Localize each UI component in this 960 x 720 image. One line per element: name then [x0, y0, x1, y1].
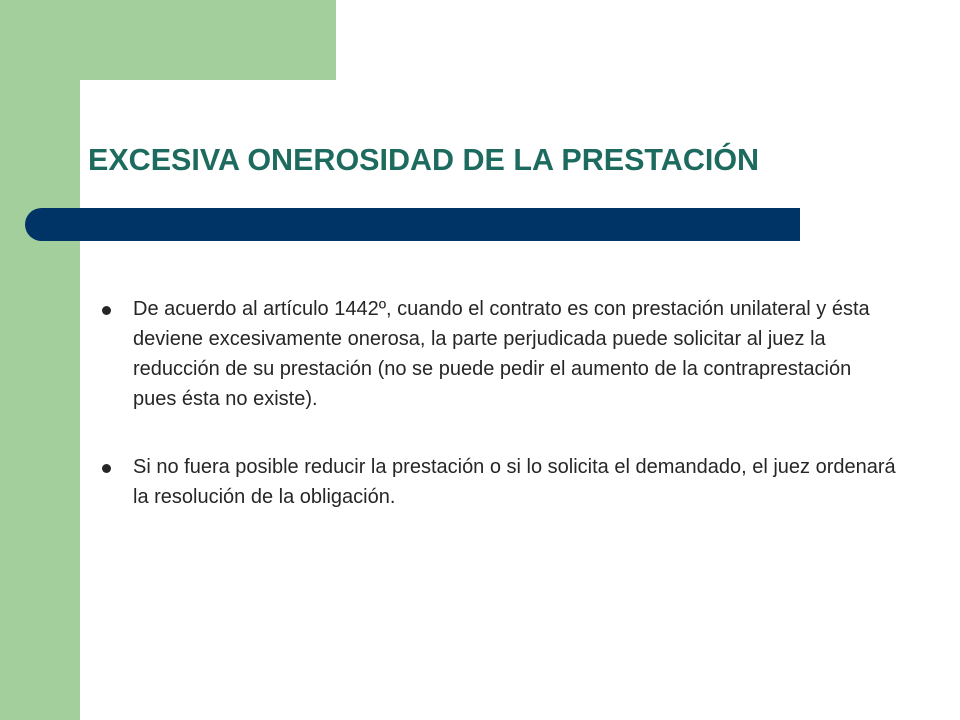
bullet-dot-icon: [102, 464, 111, 473]
bullet-text: Si no fuera posible reducir la prestación o si lo solicita el demandado, el juez ordenará la resolución de la obligación.: [133, 456, 896, 508]
bullet-item: [100, 452, 900, 512]
bullet-text: De acuerdo al artículo 1442º, cuando el contrato es con prestación unilateral y ésta deviene excesivamente onerosa, la parte perjudicada puede solicitar al juez la reducción de su prestación (no se puede pedir el aumento de la contraprestación pues ésta no existe).: [133, 298, 870, 410]
title-underline-bar: [25, 208, 800, 241]
content-panel-corner: [80, 80, 140, 140]
left-green-band: [0, 0, 80, 720]
bullet-item: [100, 294, 900, 414]
bullet-dot-icon: [102, 306, 111, 315]
bullet-list: [100, 294, 900, 550]
slide-title: EXCESIVA ONEROSIDAD DE LA PRESTACIÓN: [88, 143, 760, 177]
top-green-block: [80, 0, 336, 80]
